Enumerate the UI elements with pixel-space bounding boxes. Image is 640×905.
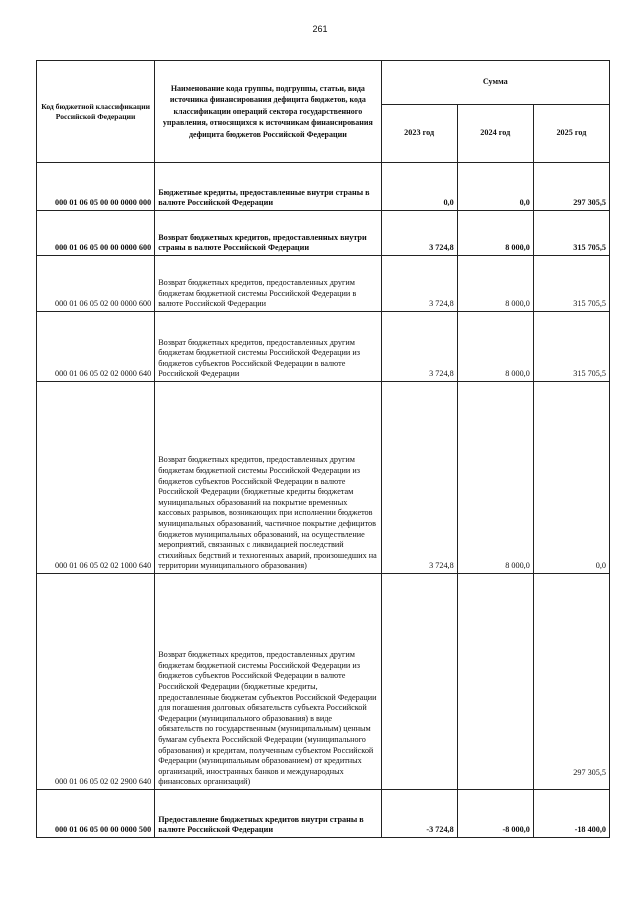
row-name: Возврат бюджетных кредитов, предоставленных другим бюджетам бюджетной системы Российской Федерации в валюте Российской Федерации xyxy=(155,256,381,312)
row-value-2023: 3 724,8 xyxy=(381,312,457,382)
row-name: Предоставление бюджетных кредитов внутри страны в валюте Российской Федерации xyxy=(155,790,381,838)
row-value-2023 xyxy=(381,574,457,790)
row-value-2023: -3 724,8 xyxy=(381,790,457,838)
header-year-2023: 2023 год xyxy=(381,105,457,163)
row-value-2025: 315 705,5 xyxy=(533,312,609,382)
row-value-2023: 0,0 xyxy=(381,163,457,211)
header-sum: Сумма xyxy=(381,61,609,105)
row-value-2024 xyxy=(457,574,533,790)
row-value-2023: 3 724,8 xyxy=(381,211,457,256)
row-value-2024: -8 000,0 xyxy=(457,790,533,838)
header-name: Наименование кода группы, подгруппы, статьи, вида источника финансирования дефицита бюджетов, кода классификации операций сектора государственного управления, относящихся к источникам финансирования дефицита бюджетов Российской Федерации xyxy=(155,61,381,163)
row-name: Возврат бюджетных кредитов, предоставленных другим бюджетам бюджетной системы Российской Федерации из бюджетов субъектов Российской Федерации в валюте Российской Федерации (бюджетные кредиты, предоставленные бюджетам субъектов Российской Федерации для погашения долговых обязательств субъекта Российской Федерации (муниципального образования) в виде обязательств по государственным (муниципальным) ценным бумагам субъекта Российской Федерации (муниципального образования) и кредитам, полученным субъектом Российской Федерации (муниципальным образованием) от кредитных организаций, иностранных банков и международных финансовых организаций) xyxy=(155,574,381,790)
row-code: 000 01 06 05 00 00 0000 500 xyxy=(37,790,155,838)
budget-sources-table xyxy=(36,60,610,838)
row-code: 000 01 06 05 02 02 0000 640 xyxy=(37,312,155,382)
table-row xyxy=(37,163,610,211)
row-code: 000 01 06 05 02 00 0000 600 xyxy=(37,256,155,312)
row-code: 000 01 06 05 00 00 0000 600 xyxy=(37,211,155,256)
row-value-2025: -18 400,0 xyxy=(533,790,609,838)
row-name: Возврат бюджетных кредитов, предоставленных другим бюджетам бюджетной системы Российской Федерации из бюджетов субъектов Российской Федерации в валюте Российской Федерации (бюджетные кредиты бюджетам муниципальных образований на покрытие временных кассовых разрывов, возникающих при исполнении бюджетов муниципальных образований, частичное покрытие дефицитов бюджетов муниципальных образований, на осуществление мероприятий, связанных с ликвидацией последствий стихийных бедствий и техногенных аварий, произошедших на территории муниципального образования) xyxy=(155,382,381,574)
row-code: 000 01 06 05 02 02 2900 640 xyxy=(37,574,155,790)
row-value-2024: 0,0 xyxy=(457,163,533,211)
row-value-2024: 8 000,0 xyxy=(457,211,533,256)
header-code: Код бюджетной классификации Российской Федерации xyxy=(37,61,155,163)
row-value-2025: 315 705,5 xyxy=(533,256,609,312)
row-code: 000 01 06 05 00 00 0000 000 xyxy=(37,163,155,211)
header-year-2024: 2024 год xyxy=(457,105,533,163)
table-row xyxy=(37,312,610,382)
row-value-2023: 3 724,8 xyxy=(381,382,457,574)
table-row xyxy=(37,211,610,256)
table-row xyxy=(37,574,610,790)
row-value-2024: 8 000,0 xyxy=(457,312,533,382)
row-value-2025: 297 305,5 xyxy=(533,574,609,790)
row-value-2025: 0,0 xyxy=(533,382,609,574)
table-row xyxy=(37,790,610,838)
row-value-2024: 8 000,0 xyxy=(457,382,533,574)
row-value-2024: 8 000,0 xyxy=(457,256,533,312)
table-row xyxy=(37,382,610,574)
row-code: 000 01 06 05 02 02 1000 640 xyxy=(37,382,155,574)
row-name: Возврат бюджетных кредитов, предоставленных другим бюджетам бюджетной системы Российской Федерации из бюджетов субъектов Российской Федерации в валюте Российской Федерации xyxy=(155,312,381,382)
row-name: Бюджетные кредиты, предоставленные внутри страны в валюте Российской Федерации xyxy=(155,163,381,211)
row-name: Возврат бюджетных кредитов, предоставленных внутри страны в валюте Российской Федерации xyxy=(155,211,381,256)
header-year-2025: 2025 год xyxy=(533,105,609,163)
table-row xyxy=(37,256,610,312)
row-value-2025: 297 305,5 xyxy=(533,163,609,211)
row-value-2025: 315 705,5 xyxy=(533,211,609,256)
page-number: 261 xyxy=(312,24,328,34)
header-row-top xyxy=(37,61,610,105)
row-value-2023: 3 724,8 xyxy=(381,256,457,312)
